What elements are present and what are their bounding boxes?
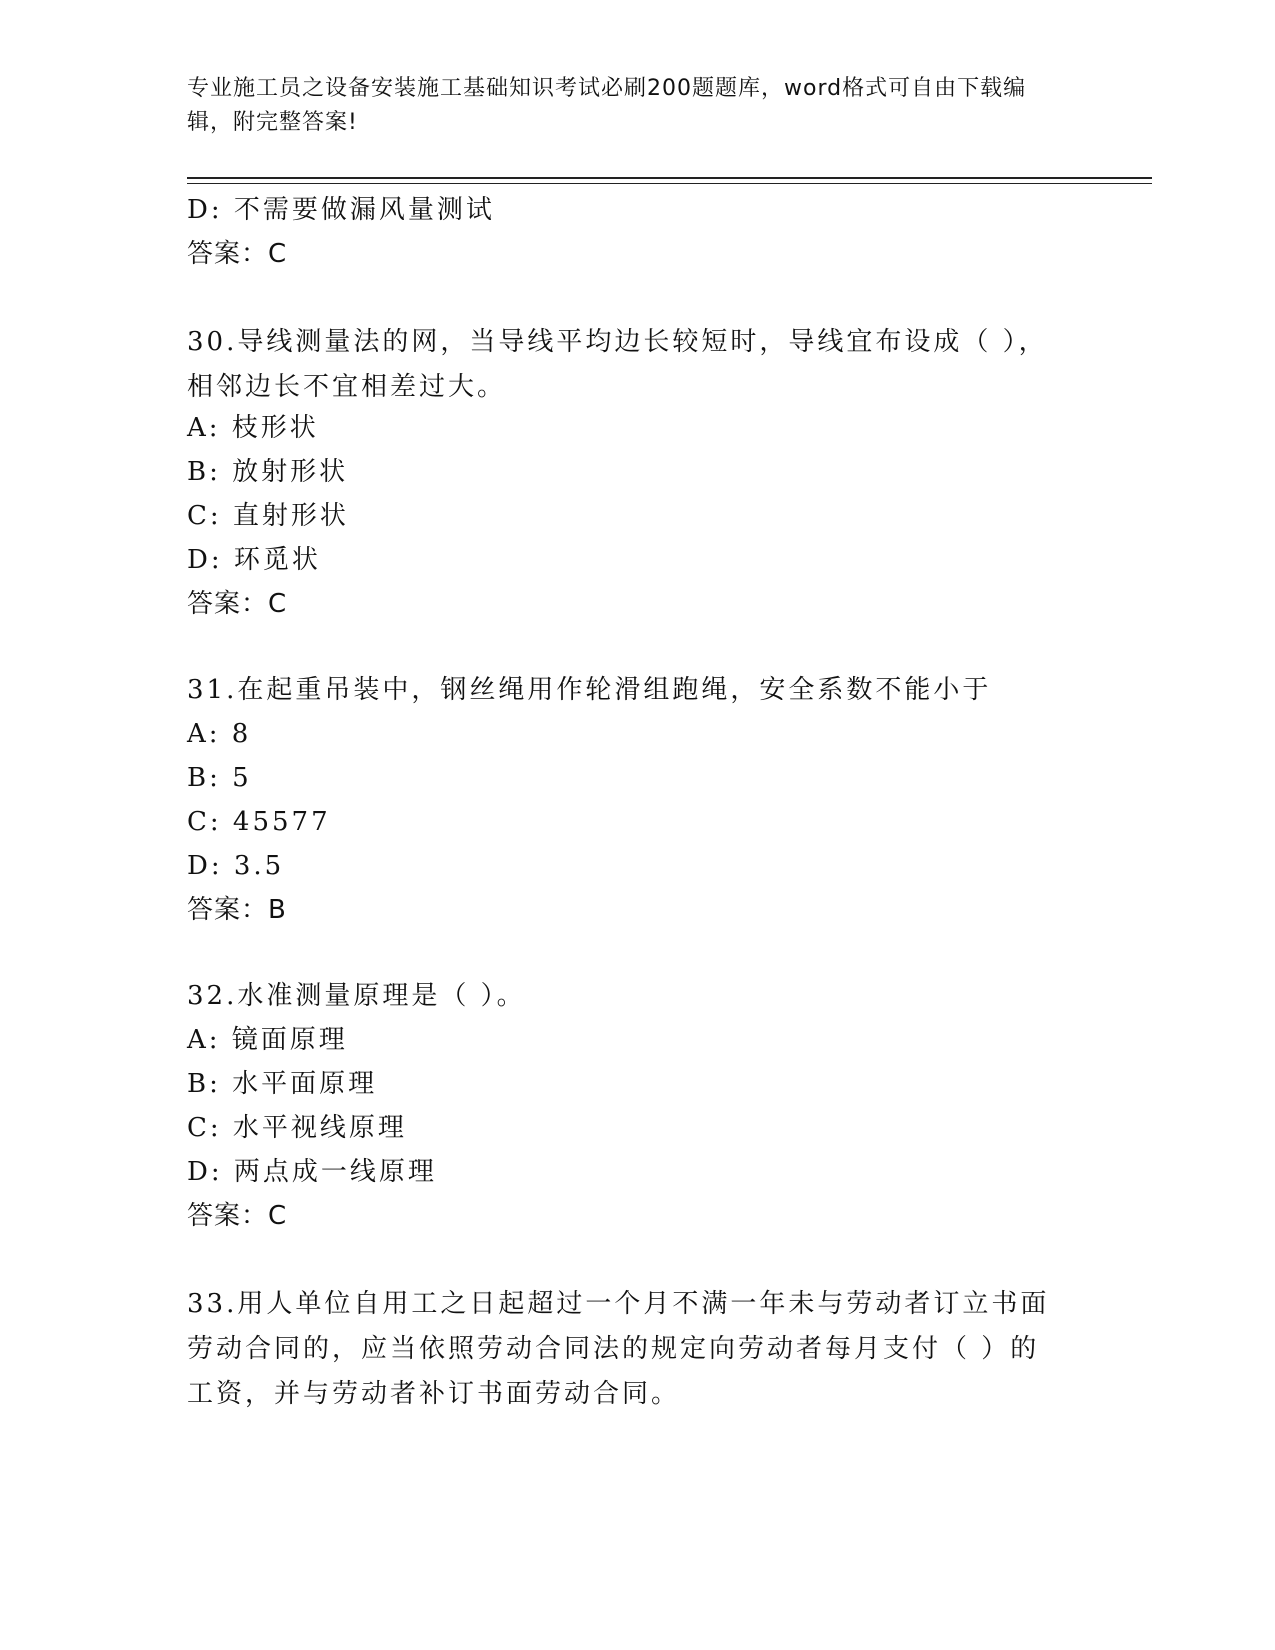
q33-stem: 33.用人单位自用工之日起超过一个月不满一年未与劳动者订立书面劳动合同的，应当依照劳动合同法的规定向劳动者每月支付（ ）的工资，并与劳动者补订书面劳动合同。	[187, 1289, 1050, 1409]
q31-option-b: B: 5	[187, 763, 252, 793]
document-header: 专业施工员之设备安装施工基础知识考试必刷200题题库，word格式可自由下载编辑，附完整答案!	[187, 76, 1027, 135]
q31-option-d: D: 3.5	[187, 851, 285, 881]
q32-option-b: B: 水平面原理	[187, 1069, 378, 1099]
prev-option-d: D: 不需要做漏风量测试	[187, 195, 495, 225]
q32-option-d: D: 两点成一线原理	[187, 1157, 437, 1187]
q31-option-c: C: 45577	[187, 807, 331, 837]
q30-stem: 30.导线测量法的网，当导线平均边长较短时，导线宜布设成（ ），相邻边长不宜相差过大。	[187, 327, 1048, 402]
q31-stem: 31.在起重吊装中，钢丝绳用作轮滑组跑绳，安全系数不能小于	[187, 675, 992, 705]
q30-option-d: D: 环觅状	[187, 545, 321, 575]
header-divider-thin	[187, 183, 1152, 184]
q32-option-c: C: 水平视线原理	[187, 1113, 407, 1143]
q32-answer: 答案：C	[187, 1201, 288, 1231]
q30-answer: 答案：C	[187, 589, 288, 619]
q31-answer: 答案：B	[187, 895, 287, 925]
q30-option-b: B: 放射形状	[187, 457, 349, 487]
prev-answer: 答案：C	[187, 239, 288, 269]
q31-option-a: A: 8	[187, 719, 252, 749]
q30-option-c: C: 直射形状	[187, 501, 349, 531]
q32-stem: 32.水准测量原理是（ ）。	[187, 981, 526, 1011]
q32-option-a: A: 镜面原理	[187, 1025, 348, 1055]
header-divider-thick	[187, 177, 1152, 179]
q30-option-a: A: 枝形状	[187, 413, 319, 443]
